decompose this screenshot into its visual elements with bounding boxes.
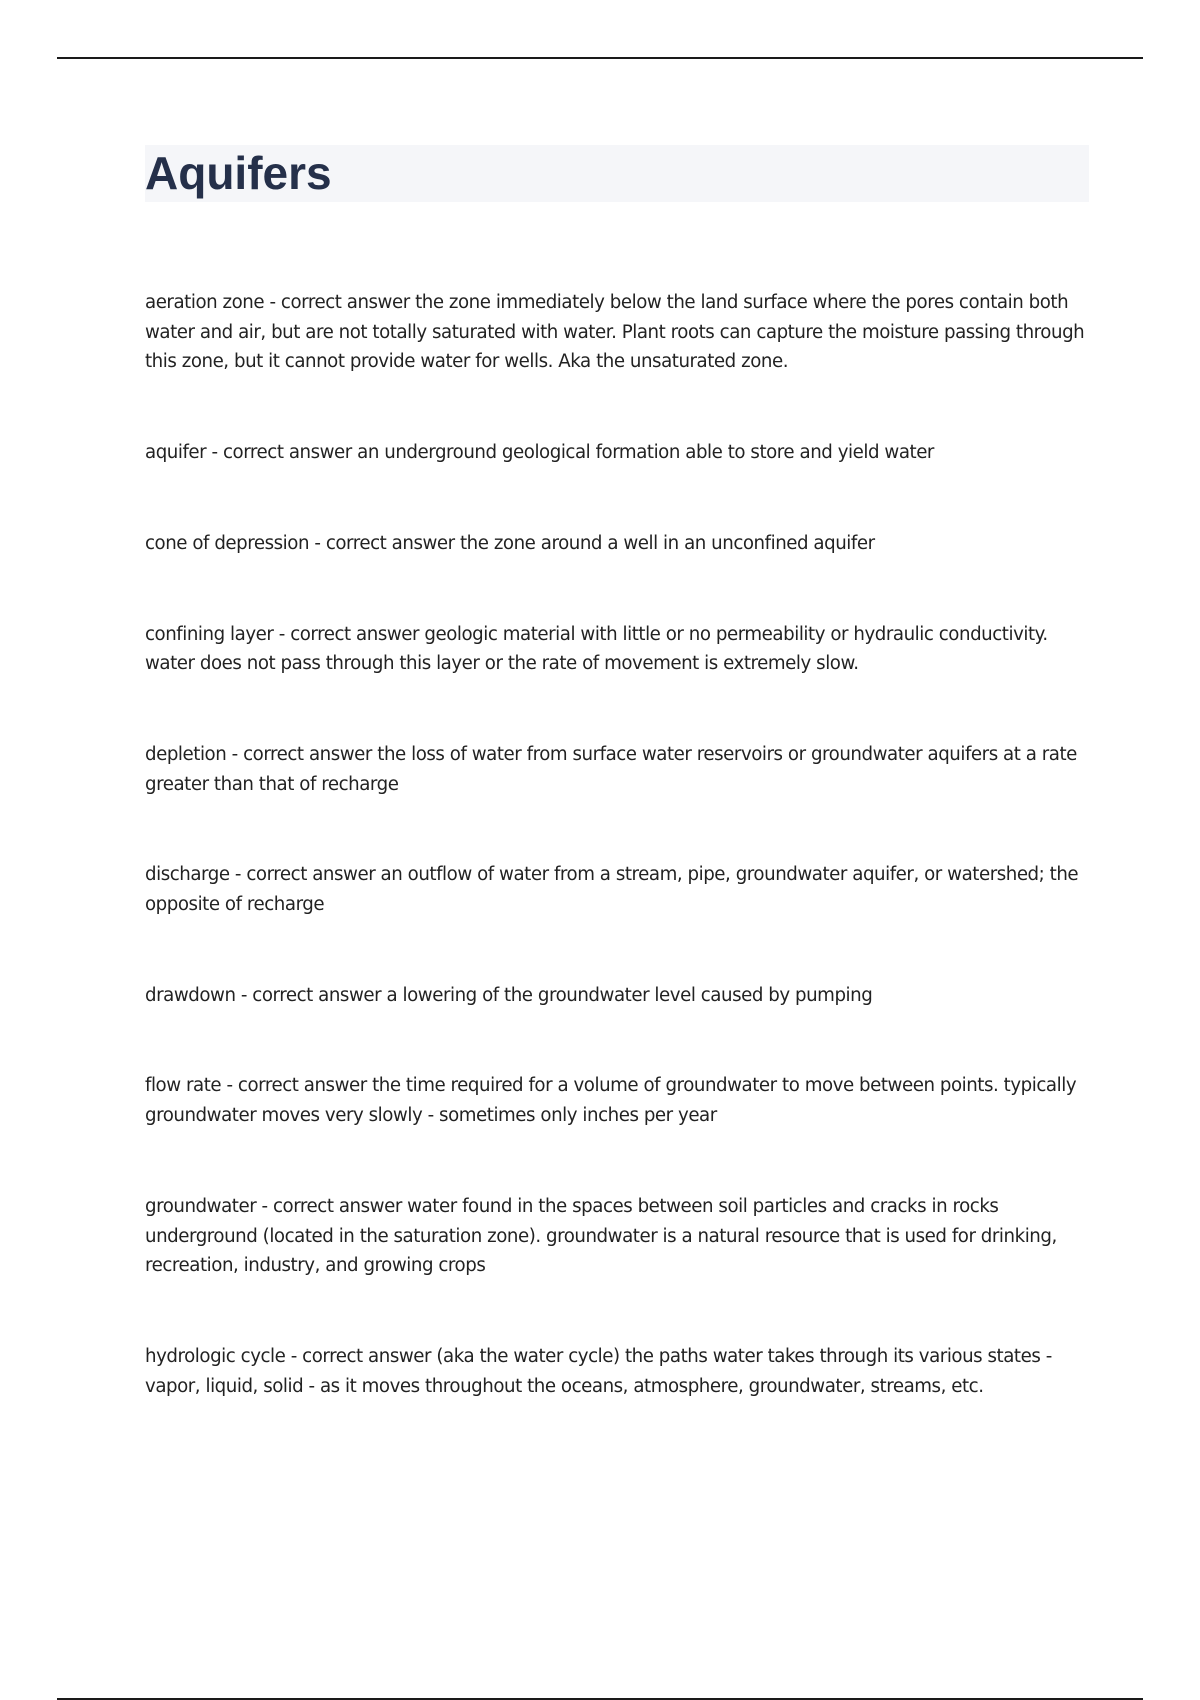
glossary-entry-aeration-zone: aeration zone - correct answer the zone immediately below the land surface where the pores contain both water and air, but are not totally saturated with water. Plant roots can capture the moisture passing through this zone, but it cannot provide water for wells. Aka the unsaturated zone. — [145, 292, 1085, 373]
glossary-list — [145, 288, 1089, 1401]
glossary-entry-depletion: depletion - correct answer the loss of water from surface water reservoirs or groundwater aquifers at a rate greater than that of recharge — [145, 743, 1077, 795]
glossary-entry-discharge: discharge - correct answer an outflow of water from a stream, pipe, groundwater aquifer, or watershed; the opposite of recharge — [145, 864, 1079, 916]
glossary-entry-confining-layer: confining layer - correct answer geologic material with little or no permeability or hydraulic conductivity. water does not pass through this layer or the rate of movement is extremely slow. — [145, 623, 1048, 675]
glossary-entry-drawdown: drawdown - correct answer a lowering of the groundwater level caused by pumping — [145, 984, 873, 1006]
glossary-entry-flow-rate: flow rate - correct answer the time required for a volume of groundwater to move between points. typically groundwater moves very slowly - sometimes only inches per year — [145, 1075, 1077, 1127]
title-banner — [145, 145, 1089, 202]
glossary-entry-aquifer: aquifer - correct answer an underground geological formation able to store and yield water — [145, 442, 934, 464]
glossary-entry-groundwater: groundwater - correct answer water found in the spaces between soil particles and cracks in rocks underground (located in the saturation zone). groundwater is a natural resource that is used for drinking, recreation, industry, and growing crops — [145, 1195, 1057, 1277]
glossary-entry-hydrologic-cycle: hydrologic cycle - correct answer (aka the water cycle) the paths water takes through its various states - vapor, liquid, solid - as it moves throughout the oceans, atmosphere, groundwater, streams, etc. — [145, 1345, 1052, 1397]
glossary-entry-cone-of-depression: cone of depression - correct answer the zone around a well in an unconfined aquifer — [145, 532, 875, 554]
top-divider — [57, 57, 1143, 59]
page-title: Aquifers — [145, 147, 332, 199]
